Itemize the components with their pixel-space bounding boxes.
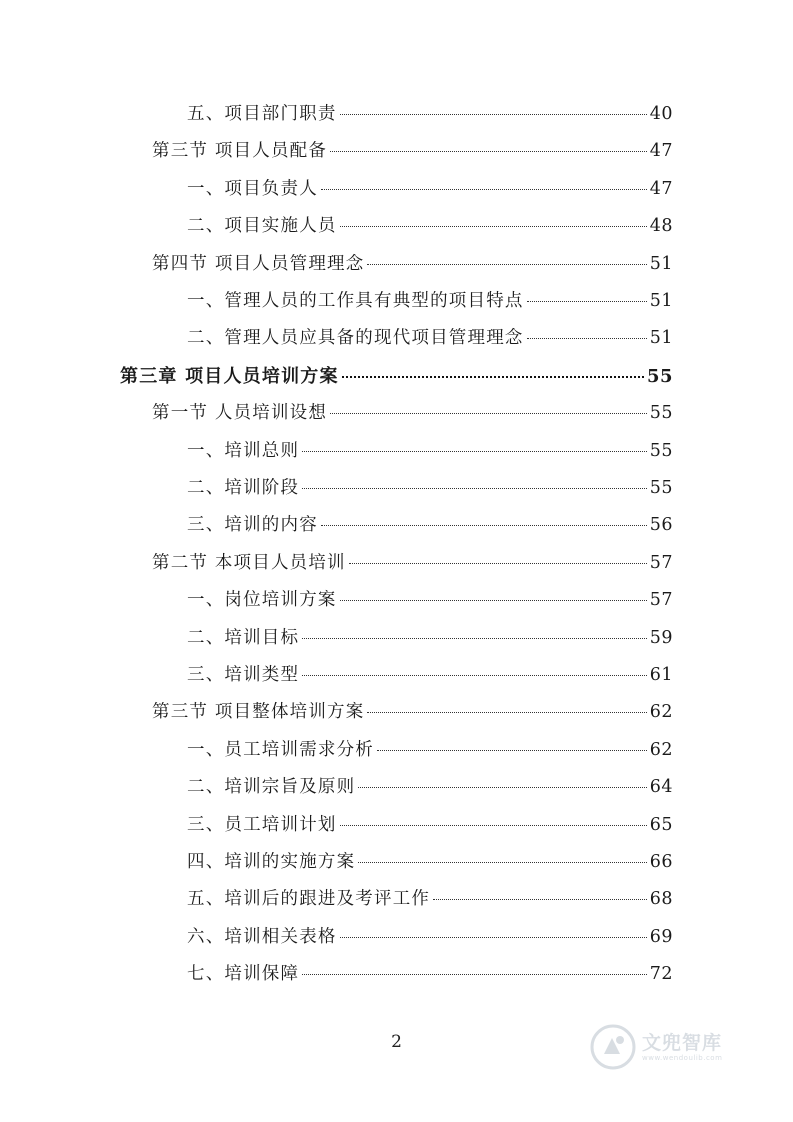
toc-entry-title: 第三节 项目人员配备 <box>152 141 328 162</box>
page-number: 2 <box>391 1032 402 1052</box>
toc-dot-leader <box>367 712 646 713</box>
toc-subsection-entry[interactable] <box>187 811 673 841</box>
toc-section-entry[interactable] <box>152 399 673 429</box>
toc-subsection-entry[interactable] <box>187 773 673 803</box>
toc-dot-leader <box>302 451 647 452</box>
toc-subsection-entry[interactable] <box>187 848 673 878</box>
toc-entry-page: 55 <box>649 478 673 498</box>
toc-entry-page: 55 <box>649 403 673 424</box>
toc-section-entry[interactable] <box>152 549 673 579</box>
toc-dot-leader <box>302 638 647 639</box>
toc-dot-leader <box>330 413 647 414</box>
toc-dot-leader <box>527 338 647 339</box>
toc-entry-title: 一、培训总则 <box>187 440 300 461</box>
toc-entry-title: 一、员工培训需求分析 <box>187 739 374 760</box>
toc-entry-title: 第二节 本项目人员培训 <box>152 552 346 573</box>
toc-entry-page: 65 <box>649 814 673 835</box>
toc-entry-title: 三、培训的内容 <box>187 515 318 536</box>
toc-section-entry[interactable] <box>152 137 673 167</box>
toc-entry-title: 一、项目负责人 <box>187 178 318 199</box>
watermark <box>590 1020 780 1074</box>
toc-dot-leader <box>340 825 647 826</box>
toc-dot-leader <box>340 937 647 938</box>
toc-entry-title: 二、项目实施人员 <box>187 216 337 237</box>
toc-entry-title: 二、培训宗旨及原则 <box>187 777 356 798</box>
toc-dot-leader <box>342 376 644 378</box>
toc-dot-leader <box>527 301 647 302</box>
toc-dot-leader <box>330 151 647 152</box>
toc-dot-leader <box>377 750 647 751</box>
toc-dot-leader <box>302 974 647 975</box>
toc-subsection-entry[interactable] <box>187 212 673 242</box>
toc-subsection-entry[interactable] <box>187 437 673 467</box>
toc-subsection-entry[interactable] <box>187 474 673 504</box>
toc-dot-leader <box>321 525 647 526</box>
toc-subsection-entry[interactable] <box>187 661 673 691</box>
toc-dot-leader <box>340 226 647 227</box>
toc-subsection-entry[interactable] <box>187 100 673 130</box>
toc-entry-title: 二、管理人员应具备的现代项目管理理念 <box>187 328 524 349</box>
toc-entry-title: 三、培训类型 <box>187 665 300 685</box>
toc-entry-title: 第一节 人员培训设想 <box>152 403 328 424</box>
toc-entry-page: 40 <box>649 104 673 124</box>
watermark-name: 文兜智库 <box>642 1032 723 1054</box>
toc-dot-leader <box>433 899 647 900</box>
toc-subsection-entry[interactable] <box>187 885 673 915</box>
toc-entry-page: 59 <box>649 627 673 648</box>
toc-entry-page: 51 <box>649 253 673 274</box>
toc-entry-page: 62 <box>649 702 673 723</box>
toc-entry-page: 56 <box>649 515 673 536</box>
toc-subsection-entry[interactable] <box>187 923 673 953</box>
toc-entry-title: 六、培训相关表格 <box>187 926 337 947</box>
toc-entry-title: 五、项目部门职责 <box>187 104 337 124</box>
toc-entry-title: 四、培训的实施方案 <box>187 852 356 872</box>
toc-dot-leader <box>358 787 646 788</box>
toc-entry-title: 一、管理人员的工作具有典型的项目特点 <box>187 291 524 311</box>
toc-entry-title: 二、培训阶段 <box>187 478 300 498</box>
toc-entry-title: 第三节 项目整体培训方案 <box>152 702 365 723</box>
toc-dot-leader <box>367 264 646 265</box>
toc-entry-page: 66 <box>649 852 673 872</box>
toc-dot-leader <box>358 862 646 863</box>
toc-entry-page: 62 <box>649 739 673 760</box>
toc-dot-leader <box>340 114 647 115</box>
toc-entry-page: 47 <box>649 141 673 162</box>
toc-entry-page: 48 <box>649 216 673 237</box>
toc-entry-title: 五、培训后的跟进及考评工作 <box>187 889 431 910</box>
toc-subsection-entry[interactable] <box>187 175 673 205</box>
toc-chapter-entry[interactable] <box>120 362 673 392</box>
watermark-logo-icon <box>590 1024 636 1070</box>
toc-entry-title: 二、培训目标 <box>187 627 300 648</box>
toc-section-entry[interactable] <box>152 698 673 728</box>
watermark-url: www.wendoulib.com <box>642 1054 723 1062</box>
toc-subsection-entry[interactable] <box>187 324 673 354</box>
toc-subsection-entry[interactable] <box>187 736 673 766</box>
toc-section-entry[interactable] <box>152 250 673 280</box>
toc-entry-page: 55 <box>649 440 673 461</box>
toc-entry-page: 57 <box>649 590 673 611</box>
toc-entry-page: 64 <box>649 777 673 798</box>
toc-entry-page: 55 <box>646 365 673 387</box>
toc-entry-page: 51 <box>649 328 673 349</box>
toc-entry-page: 72 <box>649 964 673 985</box>
toc-dot-leader <box>340 600 647 601</box>
toc-entry-title: 一、岗位培训方案 <box>187 590 337 611</box>
toc-dot-leader <box>321 189 647 190</box>
toc-entry-page: 69 <box>649 926 673 947</box>
toc-dot-leader <box>302 675 647 676</box>
toc-dot-leader <box>349 563 647 564</box>
toc-subsection-entry[interactable] <box>187 511 673 541</box>
toc-entry-title: 第三章 项目人员培训方案 <box>120 365 339 387</box>
toc-subsection-entry[interactable] <box>187 960 673 990</box>
toc-entry-page: 51 <box>649 291 673 311</box>
toc-subsection-entry[interactable] <box>187 624 673 654</box>
toc-entry-page: 57 <box>649 552 673 573</box>
toc-entry-title: 三、员工培训计划 <box>187 814 337 835</box>
toc-entry-title: 七、培训保障 <box>187 964 300 985</box>
toc-entry-page: 68 <box>649 889 673 910</box>
toc-entry-title: 第四节 项目人员管理理念 <box>152 253 365 274</box>
toc-subsection-entry[interactable] <box>187 586 673 616</box>
toc-subsection-entry[interactable] <box>187 287 673 317</box>
toc-dot-leader <box>302 488 647 489</box>
toc-entry-page: 61 <box>649 665 673 685</box>
toc-entry-page: 47 <box>649 178 673 199</box>
